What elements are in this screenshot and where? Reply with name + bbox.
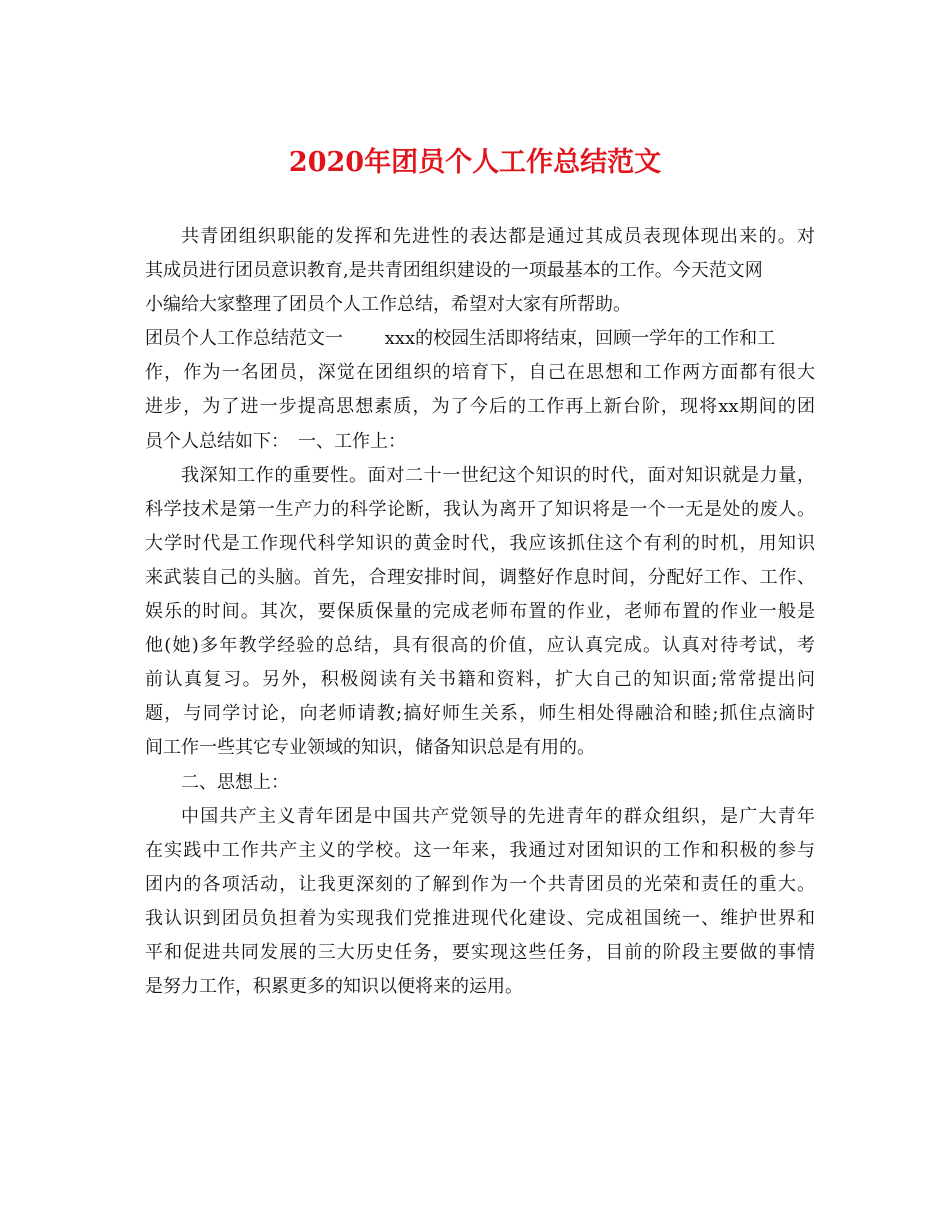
- document-title: 2020年团员个人工作总结范文: [288, 147, 662, 178]
- body-line: 二、思想上：: [181, 771, 289, 793]
- body-line: 间工作一些其它专业领域的知识，储备知识总是有用的。: [145, 737, 595, 759]
- body-line: 题，与同学讨论，向老师请教;搞好师生关系，师生相处得融洽和睦;抓住点滴时: [145, 703, 815, 725]
- body-line: 是努力工作，积累更多的知识以便将来的运用。: [145, 976, 523, 998]
- body-line: 平和促进共同发展的三大历史任务，要实现这些任务，目前的阶段主要做的事情: [145, 941, 815, 963]
- body-line: 小编给大家整理了团员个人工作总结，希望对大家有所帮助。: [145, 294, 631, 316]
- body-line: 共青团组织职能的发挥和先进性的表达都是通过其成员表现体现出来的。对: [181, 226, 815, 247]
- body-line: 来武装自己的头脑。首先，合理安排时间，调整好作息时间，分配好工作、工作、: [145, 566, 815, 588]
- body-line: 其成员进行团员意识教育,是共青团组织建设的一项最基本的工作。今天范文网: [145, 260, 763, 282]
- body-line: 前认真复习。另外，积极阅读有关书籍和资料，扩大自己的知识面;常常提出问: [145, 669, 815, 691]
- body-line: 大学时代是工作现代科学知识的黄金时代，我应该抓住这个有利的时机，用知识: [145, 532, 815, 554]
- body-line: 团内的各项活动，让我更深刻的了解到作为一个共青团员的光荣和责任的重大。: [145, 873, 815, 895]
- body-line: 员个人总结如下： 一、工作上：: [145, 430, 406, 452]
- body-line: 娱乐的时间。其次，要保质保量的完成老师布置的作业，老师布置的作业一般是: [145, 601, 815, 623]
- body-line: 在实践中工作共产主义的学校。这一年来，我通过对团知识的工作和积极的参与: [145, 839, 815, 861]
- body-line: 进步，为了进一步提高思想素质，为了今后的工作再上新台阶，现将xx期间的团: [145, 396, 815, 418]
- body-line: 科学技术是第一生产力的科学论断，我认为离开了知识将是一个一无是处的废人。: [145, 498, 815, 520]
- body-line: 他(她)多年教学经验的总结，具有很高的价值，应认真完成。认真对待考试，考: [145, 635, 815, 657]
- body-line: 我认识到团员负担着为实现我们党推进现代化建设、完成祖国统一、维护世界和: [145, 907, 815, 929]
- body-line: 团员个人工作总结范文一 xxx的校园生活即将结束，回顾一学年的工作和工: [145, 328, 776, 350]
- body-line: 作，作为一名团员，深觉在团组织的培育下，自己在思想和工作两方面都有很大: [145, 362, 815, 384]
- body-line: 中国共产主义青年团是中国共产党领导的先进青年的群众组织，是广大青年: [181, 805, 815, 827]
- document-body: [145, 220, 815, 1004]
- body-line: 我深知工作的重要性。面对二十一世纪这个知识的时代，面对知识就是力量，: [181, 464, 815, 486]
